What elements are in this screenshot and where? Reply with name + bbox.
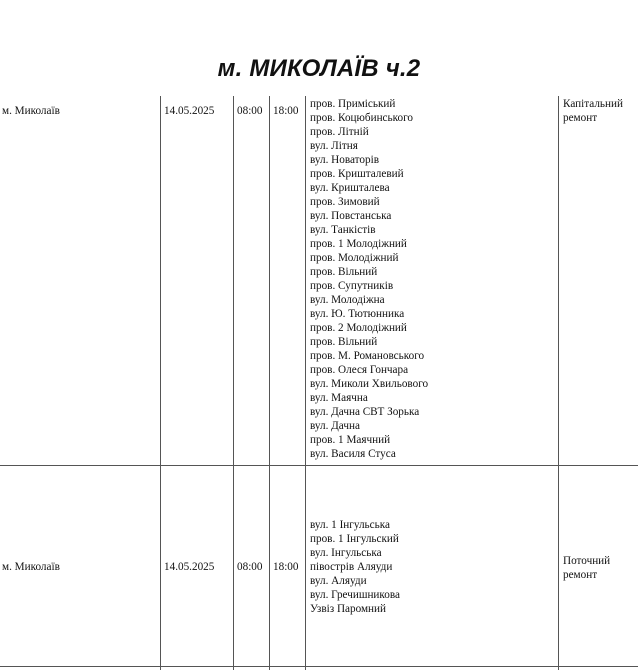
street-item: пров. Приміський — [310, 98, 396, 110]
street-item: пров. 1 Молодіжний — [310, 238, 407, 250]
street-item: вул. Миколи Хвильового — [310, 378, 429, 390]
street-item: пров. 2 Молодіжний — [310, 322, 407, 334]
start-time-cell: 08:00 — [237, 105, 263, 117]
street-item: вул. Повстанська — [310, 210, 392, 222]
work-type-cell: ремонт — [563, 569, 598, 581]
street-item: пров. Олеся Гончара — [310, 364, 409, 376]
column-divider — [269, 96, 270, 670]
street-item: вул. Танкістів — [310, 224, 376, 236]
column-divider — [305, 96, 306, 670]
street-item: вул. Інгульська — [310, 547, 382, 559]
street-item: вул. 1 Інгульська — [310, 519, 390, 531]
street-item: вул. Аляуди — [310, 575, 367, 587]
street-item: пров. Вільний — [310, 336, 378, 348]
start-time-cell: 08:00 — [237, 561, 263, 573]
page-title: м. МИКОЛАЇВ ч.2 — [217, 55, 421, 82]
work-type-cell: ремонт — [563, 112, 598, 124]
street-item: вул. Ю. Тютюнника — [310, 308, 405, 320]
street-item: пров. М. Романовського — [310, 350, 425, 362]
row-divider — [0, 666, 638, 667]
street-item: півострів Аляуди — [310, 561, 393, 573]
date-cell: 14.05.2025 — [164, 105, 215, 117]
street-item: пров. Супутників — [310, 280, 394, 292]
date-cell: 14.05.2025 — [164, 561, 215, 573]
street-item: пров. Коцюбинського — [310, 112, 413, 124]
column-divider — [233, 96, 234, 670]
street-list — [310, 97, 428, 461]
street-item: вул. Кришталева — [310, 182, 390, 194]
street-item: пров. Вільний — [310, 266, 378, 278]
street-item: вул. Молодіжна — [310, 294, 385, 306]
street-list — [310, 518, 400, 616]
street-item: пров. Молодіжний — [310, 252, 399, 264]
end-time-cell: 18:00 — [273, 105, 299, 117]
work-type-cell: Капітальний — [563, 98, 623, 110]
street-item: пров. 1 Інгульский — [310, 533, 399, 545]
street-item: пров. Зимовий — [310, 196, 380, 208]
work-type-cell: Поточний — [563, 555, 611, 567]
street-item: вул. Дачна — [310, 420, 360, 432]
column-divider — [558, 96, 559, 670]
street-item: вул. Дачна СВТ Зорька — [310, 406, 420, 418]
city-cell: м. Миколаїв — [2, 105, 60, 117]
city-cell: м. Миколаїв — [2, 561, 60, 573]
street-item: вул. Літня — [310, 140, 358, 152]
row-divider — [0, 465, 638, 466]
street-item: вул. Василя Стуса — [310, 448, 396, 460]
column-divider — [160, 96, 161, 670]
end-time-cell: 18:00 — [273, 561, 299, 573]
street-item: Узвіз Паромний — [310, 603, 387, 615]
street-item: пров. Літній — [310, 126, 369, 138]
street-item: вул. Гречишникова — [310, 589, 400, 601]
street-item: вул. Маячна — [310, 392, 368, 404]
street-item: пров. 1 Маячний — [310, 434, 391, 446]
street-item: пров. Кришталевий — [310, 168, 404, 180]
street-item: вул. Новаторів — [310, 154, 379, 166]
